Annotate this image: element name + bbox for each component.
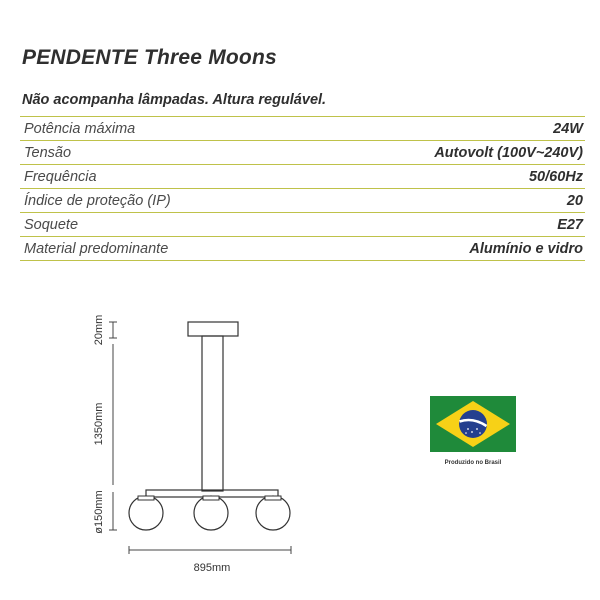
spec-value: 20 <box>566 192 583 209</box>
globe-right <box>256 496 290 530</box>
badge-caption: Produzido no Brasil <box>444 460 502 466</box>
spec-label: Material predominante <box>24 240 169 257</box>
dimension-label-width: 895mm <box>193 562 231 574</box>
spec-label: Índice de proteção (IP) <box>24 192 171 209</box>
spec-label: Soquete <box>24 216 79 233</box>
spec-value: Alumínio e vidro <box>469 240 583 257</box>
spec-label: Frequência <box>24 168 97 185</box>
dimension-label-canopy: 20mm <box>93 314 105 346</box>
dimension-width <box>129 546 291 554</box>
socket-cap-center <box>203 496 219 500</box>
spec-value: 50/60Hz <box>528 168 583 185</box>
dimension-label-height: 1350mm <box>93 402 105 446</box>
globe-left <box>129 496 163 530</box>
spec-value: Autovolt (100V~240V) <box>434 144 583 161</box>
spec-value: 24W <box>553 120 583 137</box>
dimension-label-globe: ø150mm <box>93 490 105 534</box>
dimension-canopy <box>109 322 117 338</box>
socket-cap-left <box>138 496 154 500</box>
globe-center <box>194 496 228 530</box>
product-subtitle: Não acompanha lâmpadas. Altura regulável. <box>22 92 327 108</box>
made-in-brazil-badge <box>430 396 516 466</box>
product-title: PENDENTE Three Moons <box>22 46 277 69</box>
suspension-rod <box>202 336 223 491</box>
dimension-globe <box>109 492 117 530</box>
spec-label: Tensão <box>24 144 72 161</box>
spec-label: Potência máxima <box>24 120 136 137</box>
canopy <box>188 322 238 336</box>
socket-cap-right <box>265 496 281 500</box>
spec-value: E27 <box>557 216 583 233</box>
brazil-flag-icon <box>430 396 516 452</box>
